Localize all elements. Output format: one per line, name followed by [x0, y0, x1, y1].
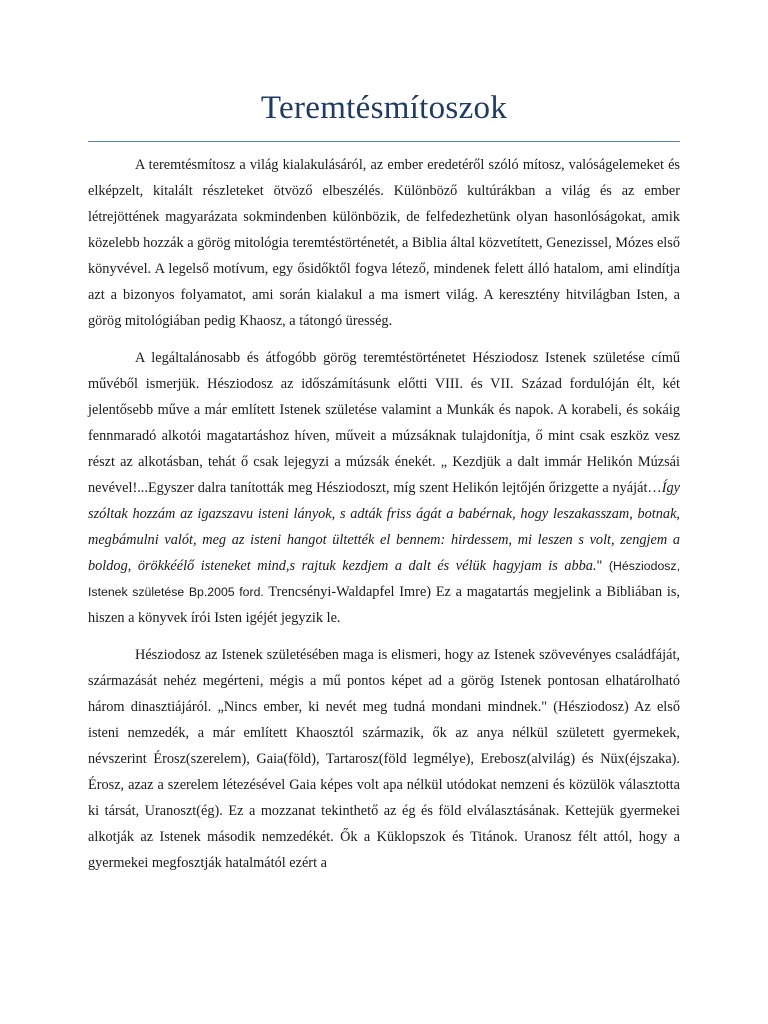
citation: (Hésziodosz, Istenek születése Bp.2005 ford. — [88, 559, 680, 599]
paragraph-2 — [88, 345, 680, 631]
page-title: Teremtésmítoszok — [260, 90, 508, 126]
paragraph-2-text: A legáltalánosabb és átfogóbb görög teremtéstörténetet Hésziodosz Istenek születése című művéből ismerjük. Hésziodosz az időszámításunk előtti VIII. és VII. Század fordulóján élt, két jelentősebb műve a már említett Istenek születése valamint a Munkák és napok. A korabeli, és sokáig fennmaradó alkotói magatartáshoz híven, műveit a múzsáknak tulajdonítja, ő mint csak eszköz vesz részt az alkotásban, tehát ő csak lejegyzi a múzsák énekét. „ Kezdjük a dalt immár Helikón Múzsái nevével!...Egyszer dalra tanították meg Hésziodoszt, míg szent Helikón lejtőjén őrizgette a nyáját… — [88, 350, 680, 496]
hesiod-quote: Így szóltak hozzám az igazszavu isteni lányok, s adták friss ágát a babérnak, hogy leszakasszam, botnak, megbámulni valót, meg az isteni hangot ültették el bennem: hirdessem, mi leszen s volt, zengjem a boldog, örökkéélő isteneket mind,s rajtuk kezdjem a dalt és vélük hagyjam is abba. — [88, 480, 680, 574]
document-body — [88, 152, 680, 887]
quote-close-mark: " — [596, 558, 609, 574]
title-underline-divider — [88, 141, 680, 142]
paragraph-1: A teremtésmítosz a világ kialakulásáról, az ember eredetéről szóló mítosz, valóságelemeket és elképzelt, kitalált részleteket ötvöző elbeszélés. Különböző kultúrákban a világ és az ember létrejöttének magyarázata sokmindenben különbözik, de felfedezhetünk olyan hasonlóságokat, amik közelebb hozzák a görög mitológia teremtéstörténetét, a Biblia által közvetített, Genezissel, Mózes első könyvével. A legelső motívum, egy ősidőktől fogva létező, mindenek felett álló hatalom, ami elindítja azt a bizonyos folyamatot, ami során kialakul a ma ismert világ. A keresztény hitvilágban Isten, a görög mitológiában pedig Khaosz, a tátongó üresség. — [88, 157, 680, 329]
paragraph-2-text-after: Trencsényi-Waldapfel Imre) Ez a magatartás megjelink a Bibliában is, hiszen a könyvek írói Isten igéjét jegyzik le. — [88, 584, 680, 626]
paragraph-3: Hésziodosz az Istenek születésében maga is elismeri, hogy az Istenek szövevényes családfáját, származását nehéz megérteni, mégis a mű pontos képet ad a görög Istenek pontosan elhatárolható három dinasztiájáról. „Nincs ember, ki nevét meg tudná mondani mindnek." (Hésziodosz) Az első isteni nemzedék, a már említett Khaosztól származik, ők az anya nélkül született gyermekek, névszerint Érosz(szerelem), Gaia(föld), Tartarosz(föld legmélye), Erebosz(alvilág) és Nüx(éjszaka). Érosz, azaz a szerelem létezésével Gaia képes volt apa nélkül utódokat nemzeni és közülök választotta ki társát, Uranoszt(ég). Ez a mozzanat tekinthető az ég és föld elválasztásának. Kettejük gyermekei alkotják az Istenek második nemzedékét. Ők a Küklopszok és Titánok. Uranosz félt attól, hogy a gyermekei megfosztják hatalmától ezért a — [88, 647, 680, 871]
